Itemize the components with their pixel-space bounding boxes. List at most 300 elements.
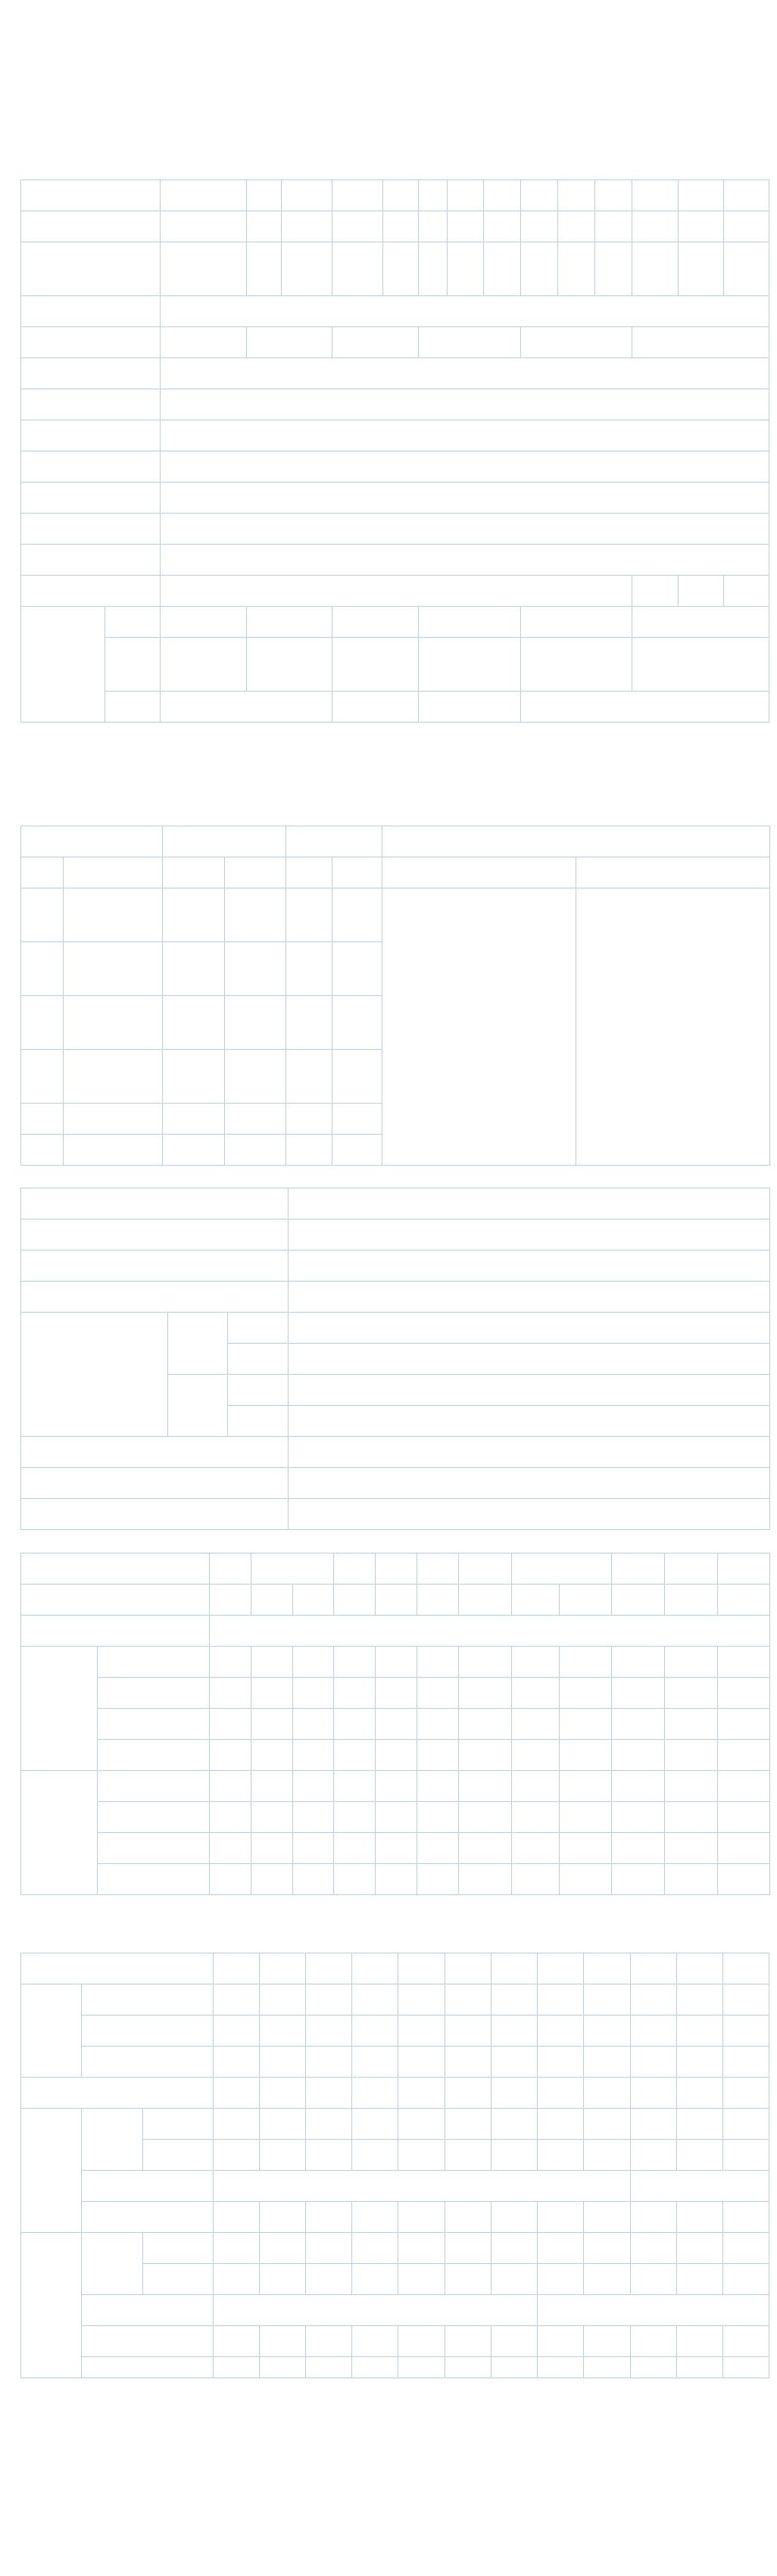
label-cell bbox=[210, 1616, 770, 1647]
cell bbox=[417, 1833, 459, 1864]
cell bbox=[163, 888, 225, 942]
row-H1 bbox=[21, 2078, 769, 2109]
value-cell bbox=[447, 211, 483, 242]
row-label bbox=[82, 2016, 213, 2047]
value-cell bbox=[282, 242, 332, 296]
value-cell bbox=[289, 1468, 770, 1499]
cell bbox=[560, 1709, 612, 1740]
cell bbox=[512, 1864, 560, 1895]
cell bbox=[225, 1104, 286, 1135]
value-cell bbox=[160, 607, 246, 638]
cell bbox=[665, 1678, 718, 1709]
cell bbox=[445, 1953, 491, 1984]
cell bbox=[584, 2016, 630, 2047]
cell bbox=[213, 1984, 259, 2016]
table-row bbox=[21, 2326, 769, 2357]
cell bbox=[163, 942, 225, 996]
row-label bbox=[82, 1984, 213, 2016]
cell bbox=[251, 1678, 293, 1709]
value-cell bbox=[246, 327, 332, 358]
cell bbox=[305, 2202, 351, 2233]
value-cell bbox=[612, 1585, 665, 1616]
row-label bbox=[82, 2326, 213, 2357]
cell bbox=[398, 1953, 445, 1984]
value-cell bbox=[632, 327, 769, 358]
cell bbox=[718, 1833, 770, 1864]
row-label bbox=[82, 2295, 213, 2326]
value-cell bbox=[246, 638, 332, 692]
value-cell bbox=[332, 211, 383, 242]
cell bbox=[630, 2078, 676, 2109]
cell bbox=[332, 1050, 382, 1104]
cell bbox=[286, 1104, 332, 1135]
cell bbox=[512, 1833, 560, 1864]
group-label bbox=[21, 2109, 82, 2233]
value-cell bbox=[251, 1553, 334, 1585]
value-cell bbox=[332, 180, 383, 211]
label-cell bbox=[21, 2078, 214, 2109]
cell bbox=[21, 942, 64, 996]
empty-cell bbox=[351, 2357, 398, 2378]
empty-cell bbox=[259, 2357, 305, 2378]
row-label bbox=[82, 2047, 213, 2078]
value-cell bbox=[560, 1585, 612, 1616]
cell bbox=[398, 2140, 445, 2171]
cell bbox=[718, 1709, 770, 1740]
subheader bbox=[382, 857, 576, 888]
table-row bbox=[21, 1864, 770, 1895]
cell bbox=[351, 1953, 398, 1984]
cell bbox=[351, 2016, 398, 2047]
header-row bbox=[21, 1188, 770, 1219]
cell bbox=[259, 2109, 305, 2140]
row-actuator-header bbox=[21, 1616, 770, 1647]
cell bbox=[163, 1050, 225, 1104]
row-label bbox=[98, 1740, 210, 1771]
cell bbox=[445, 2264, 491, 2295]
value-cell bbox=[160, 451, 769, 482]
table-row bbox=[21, 1740, 770, 1771]
value-cell bbox=[723, 242, 769, 296]
cell bbox=[612, 1709, 665, 1740]
cell bbox=[722, 2016, 769, 2047]
cell bbox=[210, 1678, 251, 1709]
label-cell bbox=[21, 1585, 210, 1616]
value-cell bbox=[718, 1585, 770, 1616]
cell bbox=[21, 996, 64, 1050]
subheader bbox=[576, 857, 770, 888]
label-cell bbox=[21, 389, 161, 420]
cell bbox=[417, 1709, 459, 1740]
cell bbox=[630, 1984, 676, 2016]
cell bbox=[722, 2140, 769, 2171]
cell bbox=[334, 1833, 376, 1864]
cell bbox=[351, 2109, 398, 2140]
cell bbox=[676, 2202, 722, 2233]
label-cell bbox=[105, 607, 160, 638]
value-cell bbox=[289, 1219, 770, 1251]
cell bbox=[225, 888, 286, 942]
value-cell bbox=[483, 180, 520, 211]
cell bbox=[584, 1984, 630, 2016]
cell bbox=[251, 1771, 293, 1802]
value-cell bbox=[160, 514, 769, 545]
value-cell bbox=[483, 211, 520, 242]
cell bbox=[584, 2233, 630, 2264]
label-cell bbox=[105, 638, 160, 692]
value-cell bbox=[383, 180, 418, 211]
cell bbox=[538, 2047, 584, 2078]
cell bbox=[417, 1802, 459, 1833]
cell bbox=[213, 2295, 538, 2326]
cell bbox=[334, 1678, 376, 1709]
cell bbox=[64, 888, 163, 942]
value-cell bbox=[160, 211, 246, 242]
cell bbox=[210, 1864, 251, 1895]
cell bbox=[445, 1984, 491, 2016]
cell bbox=[213, 1953, 259, 1984]
value-cell bbox=[289, 1282, 770, 1313]
cell bbox=[722, 2047, 769, 2078]
value-cell bbox=[558, 180, 595, 211]
value-cell bbox=[282, 180, 332, 211]
label-cell bbox=[21, 1553, 210, 1585]
cell bbox=[398, 2326, 445, 2357]
cell bbox=[210, 1833, 251, 1864]
label-cell bbox=[168, 1313, 228, 1375]
value-cell bbox=[418, 692, 520, 723]
cell bbox=[630, 1953, 676, 1984]
cell bbox=[64, 1050, 163, 1104]
table-row bbox=[21, 2109, 769, 2140]
table-row bbox=[21, 1313, 770, 1344]
value-cell bbox=[160, 180, 246, 211]
cell bbox=[459, 1647, 512, 1678]
value-cell bbox=[558, 211, 595, 242]
cell bbox=[445, 2109, 491, 2140]
cell bbox=[676, 2047, 722, 2078]
value-cell bbox=[595, 242, 632, 296]
empty-cell bbox=[82, 2357, 213, 2378]
cell bbox=[251, 1740, 293, 1771]
cell bbox=[417, 1647, 459, 1678]
value-cell bbox=[160, 389, 769, 420]
header-value bbox=[289, 1188, 770, 1219]
row-label bbox=[143, 2264, 213, 2295]
label-cell bbox=[21, 296, 161, 327]
cell bbox=[459, 1864, 512, 1895]
cell bbox=[21, 1104, 64, 1135]
cell bbox=[332, 996, 382, 1050]
cell bbox=[584, 2078, 630, 2109]
value-cell bbox=[160, 327, 246, 358]
row-body-material bbox=[21, 451, 769, 482]
value-cell bbox=[289, 1499, 770, 1530]
cell bbox=[259, 2326, 305, 2357]
table-row bbox=[21, 888, 770, 942]
value-cell bbox=[459, 1585, 512, 1616]
value-cell bbox=[210, 1585, 251, 1616]
cell bbox=[293, 1833, 334, 1864]
cell bbox=[491, 2016, 538, 2047]
cell bbox=[459, 1802, 512, 1833]
cell bbox=[213, 2264, 259, 2295]
cell bbox=[293, 1802, 334, 1833]
cell bbox=[718, 1771, 770, 1802]
cell bbox=[376, 1864, 417, 1895]
cell bbox=[163, 1104, 225, 1135]
cell bbox=[630, 2171, 769, 2202]
value-cell bbox=[293, 1585, 334, 1616]
cell bbox=[665, 1647, 718, 1678]
cell bbox=[334, 1647, 376, 1678]
cell bbox=[560, 1833, 612, 1864]
value-cell bbox=[376, 1585, 417, 1616]
empty-cell bbox=[584, 2357, 630, 2378]
cell bbox=[612, 1802, 665, 1833]
cell bbox=[332, 888, 382, 942]
cell bbox=[459, 1740, 512, 1771]
cell bbox=[351, 2326, 398, 2357]
value-cell bbox=[447, 242, 483, 296]
cell bbox=[630, 2016, 676, 2047]
value-cell bbox=[665, 1553, 718, 1585]
value-cell bbox=[289, 1375, 770, 1406]
cell bbox=[163, 1135, 225, 1166]
cell bbox=[21, 1135, 64, 1166]
cell bbox=[305, 2078, 351, 2109]
cell bbox=[293, 1864, 334, 1895]
cell bbox=[538, 1984, 584, 2016]
empty-cell bbox=[213, 2357, 259, 2378]
cell bbox=[293, 1740, 334, 1771]
value-cell bbox=[332, 242, 383, 296]
cell bbox=[210, 1740, 251, 1771]
value-cell bbox=[483, 242, 520, 296]
value-cell bbox=[723, 211, 769, 242]
value-cell bbox=[417, 1553, 459, 1585]
cell bbox=[512, 1678, 560, 1709]
table-row bbox=[21, 1833, 770, 1864]
cell bbox=[213, 2171, 630, 2202]
table-row bbox=[21, 1437, 770, 1468]
cell bbox=[722, 2264, 769, 2295]
cell bbox=[718, 1740, 770, 1771]
cell bbox=[538, 2295, 769, 2326]
cell bbox=[491, 2078, 538, 2109]
cell bbox=[293, 1647, 334, 1678]
cell bbox=[398, 2078, 445, 2109]
empty-cell bbox=[676, 2357, 722, 2378]
cell bbox=[293, 1771, 334, 1802]
value-cell bbox=[520, 327, 632, 358]
cell bbox=[417, 1740, 459, 1771]
row-nominal bbox=[21, 1553, 770, 1585]
cell bbox=[445, 2326, 491, 2357]
tech-params-table-main bbox=[20, 180, 769, 723]
cell bbox=[722, 1984, 769, 2016]
cell bbox=[305, 2109, 351, 2140]
cell bbox=[491, 1984, 538, 2016]
value-cell bbox=[332, 607, 418, 638]
value-cell bbox=[334, 1553, 376, 1585]
cell bbox=[676, 1953, 722, 1984]
cell bbox=[210, 1771, 251, 1802]
cell bbox=[676, 2016, 722, 2047]
cell bbox=[305, 2140, 351, 2171]
label-cell bbox=[21, 482, 161, 514]
tech-psl-cell bbox=[382, 888, 576, 1166]
row-actuator-361l bbox=[21, 638, 769, 692]
cell bbox=[630, 2233, 676, 2264]
cell bbox=[64, 1104, 163, 1135]
value-cell bbox=[246, 607, 332, 638]
label-cell bbox=[228, 1313, 289, 1344]
cell bbox=[538, 2016, 584, 2047]
empty-cell bbox=[538, 2357, 584, 2378]
empty-cell bbox=[630, 2357, 676, 2378]
cell bbox=[334, 1709, 376, 1740]
cell bbox=[630, 2140, 676, 2171]
table-row bbox=[21, 1251, 770, 1282]
cell bbox=[376, 1647, 417, 1678]
cell bbox=[445, 2140, 491, 2171]
cell bbox=[21, 888, 64, 942]
cell bbox=[718, 1802, 770, 1833]
cell bbox=[612, 1771, 665, 1802]
row-label bbox=[98, 1864, 210, 1895]
cell bbox=[491, 1953, 538, 1984]
cell bbox=[676, 2326, 722, 2357]
cell bbox=[718, 1647, 770, 1678]
table-row bbox=[21, 1984, 769, 2016]
value-cell bbox=[210, 1553, 251, 1585]
subheader-row bbox=[21, 857, 770, 888]
header-speed bbox=[286, 826, 382, 857]
cell bbox=[213, 2326, 259, 2357]
cell bbox=[332, 942, 382, 996]
label-cell bbox=[21, 1219, 289, 1251]
row-flange bbox=[21, 420, 769, 451]
label-cell bbox=[228, 1344, 289, 1375]
value-cell bbox=[678, 242, 723, 296]
cell bbox=[491, 2109, 538, 2140]
group-label bbox=[21, 1984, 82, 2078]
cell bbox=[512, 1802, 560, 1833]
cell bbox=[584, 2326, 630, 2357]
cell bbox=[213, 2047, 259, 2078]
label-cell bbox=[21, 1616, 210, 1647]
cell bbox=[351, 2078, 398, 2109]
table-row bbox=[21, 2202, 769, 2233]
cell bbox=[286, 1135, 332, 1166]
row-seat-diameter bbox=[21, 211, 769, 242]
cell bbox=[286, 888, 332, 942]
value-cell bbox=[160, 358, 769, 389]
value-cell bbox=[520, 180, 557, 211]
value-cell bbox=[376, 1553, 417, 1585]
cell bbox=[305, 1984, 351, 2016]
cell bbox=[722, 1953, 769, 1984]
cell bbox=[417, 1864, 459, 1895]
cell bbox=[213, 2140, 259, 2171]
cell bbox=[512, 1771, 560, 1802]
value-cell bbox=[332, 638, 418, 692]
cell bbox=[376, 1709, 417, 1740]
cell bbox=[665, 1802, 718, 1833]
cell bbox=[334, 1864, 376, 1895]
cell bbox=[351, 1984, 398, 2016]
value-cell bbox=[418, 638, 520, 692]
cell bbox=[722, 2233, 769, 2264]
row-nominal-diameter bbox=[21, 180, 769, 211]
label-cell bbox=[21, 242, 161, 296]
row-flow-characteristic bbox=[21, 358, 769, 389]
cell bbox=[718, 1864, 770, 1895]
cell bbox=[459, 1678, 512, 1709]
cell bbox=[630, 2326, 676, 2357]
cell bbox=[376, 1678, 417, 1709]
cell bbox=[538, 2140, 584, 2171]
table-row bbox=[21, 1709, 770, 1740]
value-cell bbox=[417, 1585, 459, 1616]
header-row bbox=[21, 826, 770, 857]
cell bbox=[459, 1771, 512, 1802]
subheader bbox=[21, 857, 64, 888]
cell bbox=[676, 2264, 722, 2295]
row-label bbox=[143, 2140, 213, 2171]
cell bbox=[538, 2202, 584, 2233]
label-cell bbox=[21, 1313, 168, 1437]
cell bbox=[722, 2326, 769, 2357]
cell bbox=[398, 2109, 445, 2140]
cell bbox=[512, 1740, 560, 1771]
value-cell bbox=[332, 327, 418, 358]
value-cell bbox=[595, 211, 632, 242]
row-label bbox=[82, 2109, 143, 2171]
table-row bbox=[21, 1802, 770, 1833]
row-bonnet bbox=[21, 545, 769, 576]
cell bbox=[584, 2109, 630, 2140]
empty-cell bbox=[398, 2357, 445, 2378]
row-body-type bbox=[21, 514, 769, 545]
row-stroke bbox=[21, 327, 769, 358]
cell bbox=[665, 1833, 718, 1864]
cell bbox=[259, 2016, 305, 2047]
label-cell bbox=[21, 180, 161, 211]
cell bbox=[676, 2140, 722, 2171]
cell bbox=[538, 2264, 584, 2295]
allowable-dp-table bbox=[20, 1553, 770, 1895]
performance-index-table bbox=[20, 1188, 770, 1530]
row-label bbox=[98, 1647, 210, 1678]
cell bbox=[251, 1709, 293, 1740]
cell bbox=[225, 996, 286, 1050]
cell bbox=[376, 1740, 417, 1771]
value-cell bbox=[665, 1585, 718, 1616]
value-cell bbox=[612, 1553, 665, 1585]
cell bbox=[491, 2047, 538, 2078]
cell bbox=[630, 2264, 676, 2295]
cell bbox=[293, 1709, 334, 1740]
row-label bbox=[143, 2109, 213, 2140]
table-row bbox=[21, 1678, 770, 1709]
empty-cell bbox=[491, 2357, 538, 2378]
cell bbox=[722, 2078, 769, 2109]
value-cell bbox=[632, 211, 678, 242]
cell bbox=[64, 996, 163, 1050]
cell bbox=[491, 2202, 538, 2233]
